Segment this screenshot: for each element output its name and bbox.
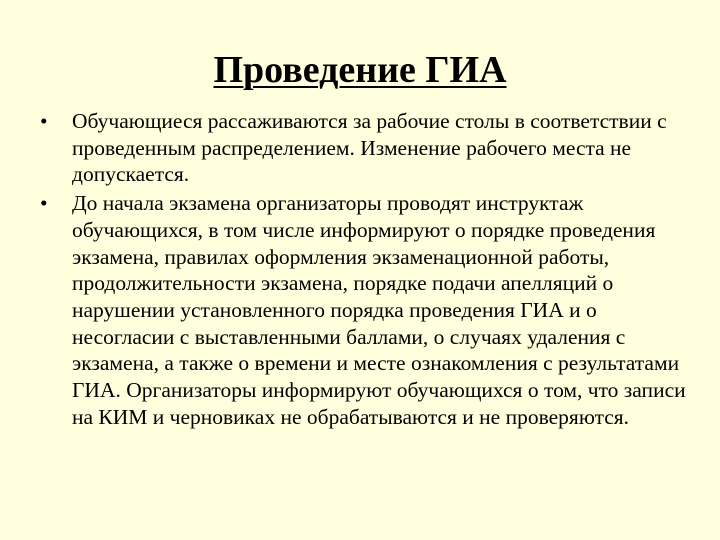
bullet-marker: •: [40, 109, 48, 133]
bullet-text: Обучающиеся рассаживаются за рабочие столы в соответствии с проведенным распределением. Изменение рабочего места не допускается.: [72, 109, 667, 187]
bullet-marker: •: [40, 191, 48, 216]
bullet-list: [0, 108, 720, 432]
bullet-item: [0, 190, 720, 430]
slide-title: Проведение ГИА: [213, 49, 507, 91]
bullet-item: [0, 108, 720, 188]
bullet-text: До начала экзамена организаторы проводят инструктаж обучающихся, в том числе информируют о порядке проведения экзамена, правилах оформления экзаменационной работы, продолжительности экзамена, порядке подачи апелляций о нарушении установленного порядка проведения ГИА и о несогласии с выставленными баллами, о случаях удаления с экзамена, а также о времени и месте ознакомления с результатами ГИА. Организаторы информируют обучающихся о том, что записи на КИМ и черновиках не обрабатываются и не проверяются.: [72, 191, 686, 429]
